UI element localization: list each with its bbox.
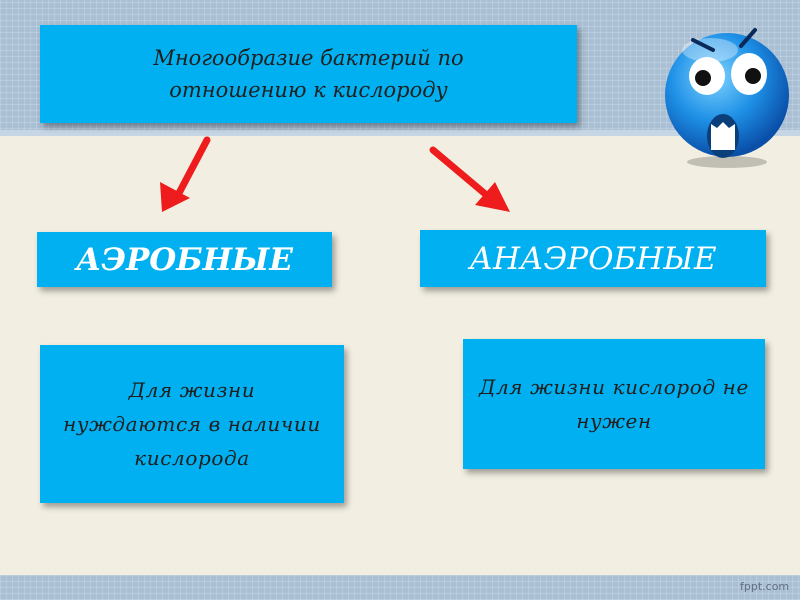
aerobic-description-box bbox=[40, 345, 344, 503]
anaerobic-box bbox=[420, 230, 766, 287]
anaerobic-description: Для жизни кислород не нужен bbox=[479, 375, 749, 433]
anaerobic-description-box bbox=[463, 339, 765, 469]
fppt-logo: fppt.com bbox=[740, 580, 790, 593]
scared-smiley-icon bbox=[655, 10, 795, 170]
left-arrow-icon bbox=[160, 140, 207, 212]
right-arrow-icon bbox=[433, 150, 510, 212]
aerobic-label: АЭРОБНЫЕ bbox=[76, 241, 293, 278]
anaerobic-label: АНАЭРОБНЫЕ bbox=[469, 240, 717, 277]
aerobic-box bbox=[37, 232, 332, 287]
aerobic-description: Для жизни нуждаются в наличии кислорода bbox=[63, 378, 321, 470]
diagram-title: Многообразие бактерий по отношению к кислороду bbox=[153, 46, 464, 102]
